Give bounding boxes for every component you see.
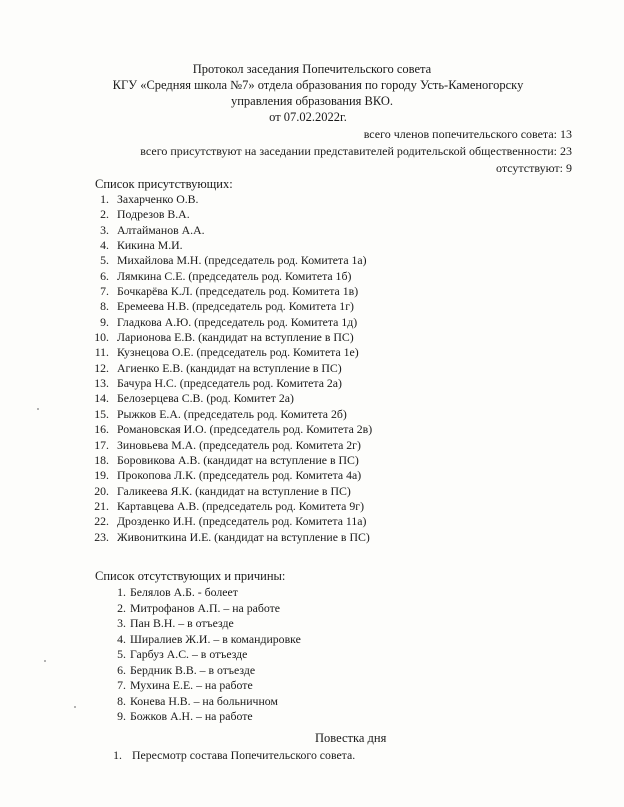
present-list-item-number: 16. (94, 422, 109, 437)
present-list-item-text: Ларионова Е.В. (кандидат на вступление в ПС) (117, 330, 354, 345)
absent-list-item-number: 7. (117, 678, 126, 692)
absent-list-item (108, 647, 301, 663)
present-list-item-number: 1. (100, 192, 109, 206)
present-list (81, 192, 372, 545)
present-list-item-text: Алтайманов А.А. (117, 222, 205, 237)
present-list-item-number: 6. (100, 268, 109, 283)
present-list-item (81, 376, 372, 391)
protocol-date: от 07.02.2022г. (269, 110, 347, 124)
absent-list-item-text: Бердник В.В. – в отъезде (130, 662, 256, 677)
absent-list (108, 585, 301, 725)
absent-count: отсутствуют: 9 (495, 161, 572, 175)
present-list-item-number: 11. (94, 345, 109, 360)
absent-list-item-number: 3. (117, 616, 126, 630)
present-list-item-text: Еремеева Н.В. (председатель род. Комитета 1г) (117, 299, 354, 314)
present-list-item-text: Картавцева А.В. (председатель род. Комитета 9г) (117, 498, 365, 513)
present-list-item (81, 422, 372, 437)
present-list-item-text: Кикина М.И. (117, 238, 183, 253)
present-list-item-text: Романовская И.О. (председатель род. Комитета 2в) (117, 422, 373, 437)
present-list-item-number: 15. (94, 406, 109, 421)
present-list-item-number: 10. (94, 330, 109, 345)
absent-list-item (108, 616, 301, 632)
present-parents-count: всего присутствуют на заседании представителей родительской общественности: 23 (140, 144, 572, 158)
scan-speck (37, 408, 39, 410)
present-list-item-number: 2. (100, 207, 109, 222)
members-total: всего членов попечительского совета: 13 (363, 127, 572, 141)
present-list-item-number: 3. (100, 222, 109, 237)
present-list-item-number: 12. (94, 360, 109, 375)
protocol-title: Протокол заседания Попечительского совета (192, 62, 432, 76)
present-list-item (81, 207, 372, 222)
absent-list-item-text: Божков А.Н. – на работе (130, 709, 253, 723)
absent-list-item-number: 6. (117, 662, 126, 677)
absent-list-item-number: 9. (117, 709, 126, 723)
present-list-item (81, 391, 372, 406)
present-list-item-text: Зиновьева М.А. (председатель род. Комитета 2г) (117, 437, 361, 452)
absent-list-item (108, 632, 301, 648)
agenda-item (100, 748, 355, 763)
present-list-item-number: 7. (100, 284, 109, 299)
present-list-item (81, 468, 372, 483)
absent-list-item-number: 2. (117, 600, 126, 615)
present-list-item-number: 18. (94, 452, 109, 467)
absent-list-item-text: Белялов А.Б. - болеет (130, 585, 238, 599)
absent-list-title: Список отсутствующих и причины: (95, 569, 286, 583)
present-list-item-text: Гладкова А.Ю. (председатель род. Комитета 1д) (117, 314, 358, 329)
present-list-item-text: Галикеева Я.К. (кандидат на вступление в ПС) (117, 483, 351, 498)
present-list-item (81, 269, 372, 284)
present-list-item-number: 17. (94, 437, 109, 452)
absent-list-item-text: Мухина Е.Е. – на работе (130, 678, 253, 692)
present-list-item (81, 453, 372, 468)
present-list-item-text: Прокопова Л.К. (председатель род. Комитета 4а) (117, 468, 362, 483)
present-list-item (81, 238, 372, 253)
absent-list-item-text: Пан В.Н. – в отъезде (130, 616, 234, 630)
agenda-title: Повестка дня (315, 731, 387, 745)
present-list-item (81, 499, 372, 514)
absent-list-item-text: Ширалиев Ж.И. – в командировке (130, 631, 301, 646)
present-list-item-text: Подрезов В.А. (117, 207, 190, 222)
absent-list-item-number: 5. (117, 647, 126, 661)
present-list-item-text: Рыжков Е.А. (председатель род. Комитета 2б) (117, 406, 347, 421)
present-list-item (81, 192, 372, 207)
present-list-item (81, 253, 372, 268)
present-list-item (81, 345, 372, 360)
scan-speck (74, 706, 76, 708)
present-list-item (81, 484, 372, 499)
absent-list-item (108, 601, 301, 617)
present-list-item (81, 407, 372, 422)
present-list-item (81, 284, 372, 299)
agenda-list (100, 748, 355, 763)
present-list-item-text: Агиенко Е.В. (кандидат на вступление в ПС) (117, 360, 342, 375)
absent-list-item-number: 8. (117, 693, 126, 708)
present-list-item (81, 223, 372, 238)
absent-list-item-number: 4. (117, 631, 126, 646)
present-list-item-number: 13. (94, 376, 109, 391)
present-list-item-number: 8. (100, 299, 109, 314)
present-list-item-text: Бочкарёва К.Л. (председатель род. Комитета 1в) (117, 284, 359, 299)
present-list-item-number: 14. (94, 391, 109, 406)
present-list-item-number: 22. (94, 514, 109, 529)
present-list-item (81, 315, 372, 330)
present-list-item-text: Захарченко О.В. (117, 192, 199, 206)
present-list-item-number: 4. (100, 238, 109, 253)
present-list-item (81, 299, 372, 314)
present-list-item-text: Лямкина С.Е. (председатель род. Комитета 1б) (117, 268, 352, 283)
present-list-item-number: 19. (94, 468, 109, 483)
present-list-item (81, 514, 372, 529)
agenda-item-number: 1. (113, 748, 122, 762)
present-list-item-text: Белозерцева С.В. (род. Комитет 2а) (117, 391, 294, 406)
present-list-item-text: Кузнецова О.Е. (председатель род. Комитета 1е) (117, 345, 359, 360)
present-list-item-text: Дрозденко И.Н. (председатель род. Комитета 11а) (117, 514, 367, 529)
absent-list-item (108, 678, 301, 694)
present-list-item (81, 438, 372, 453)
present-list-item-text: Боровикова А.В. (кандидат на вступление в ПС) (117, 452, 359, 467)
present-list-item-number: 9. (100, 314, 109, 329)
present-list-item (81, 530, 372, 545)
present-list-item (81, 330, 372, 345)
absent-list-item-text: Конева Н.В. – на больничном (130, 693, 278, 708)
absent-list-item-text: Митрофанов А.П. – на работе (130, 600, 281, 615)
present-list-item-number: 23. (94, 529, 109, 544)
present-list-item-number: 20. (94, 483, 109, 498)
absent-list-item (108, 709, 301, 725)
present-list-item-text: Михайлова М.Н. (председатель род. Комитета 1а) (117, 253, 367, 268)
present-list-item-text: Живониткина И.Е. (кандидат на вступление в ПС) (117, 529, 370, 544)
present-list-item-text: Бачура Н.С. (председатель род. Комитета 2а) (117, 376, 342, 391)
department-name: управления образования ВКО. (230, 94, 394, 108)
present-list-item-number: 5. (100, 253, 109, 268)
absent-list-item (108, 663, 301, 679)
scan-speck (44, 660, 46, 662)
present-list-item-number: 21. (94, 498, 109, 513)
present-list-item (81, 361, 372, 376)
absent-list-item-text: Гарбуз А.С. – в отъезде (130, 647, 248, 661)
absent-list-item (108, 585, 301, 601)
agenda-item-text: Пересмотр состава Попечительского совета. (132, 748, 356, 762)
absent-list-item-number: 1. (117, 585, 126, 599)
present-list-title: Список присутствующих: (95, 177, 233, 191)
absent-list-item (108, 694, 301, 710)
school-name: КГУ «Средняя школа №7» отдела образования по городу Усть-Каменогорску (112, 78, 524, 92)
